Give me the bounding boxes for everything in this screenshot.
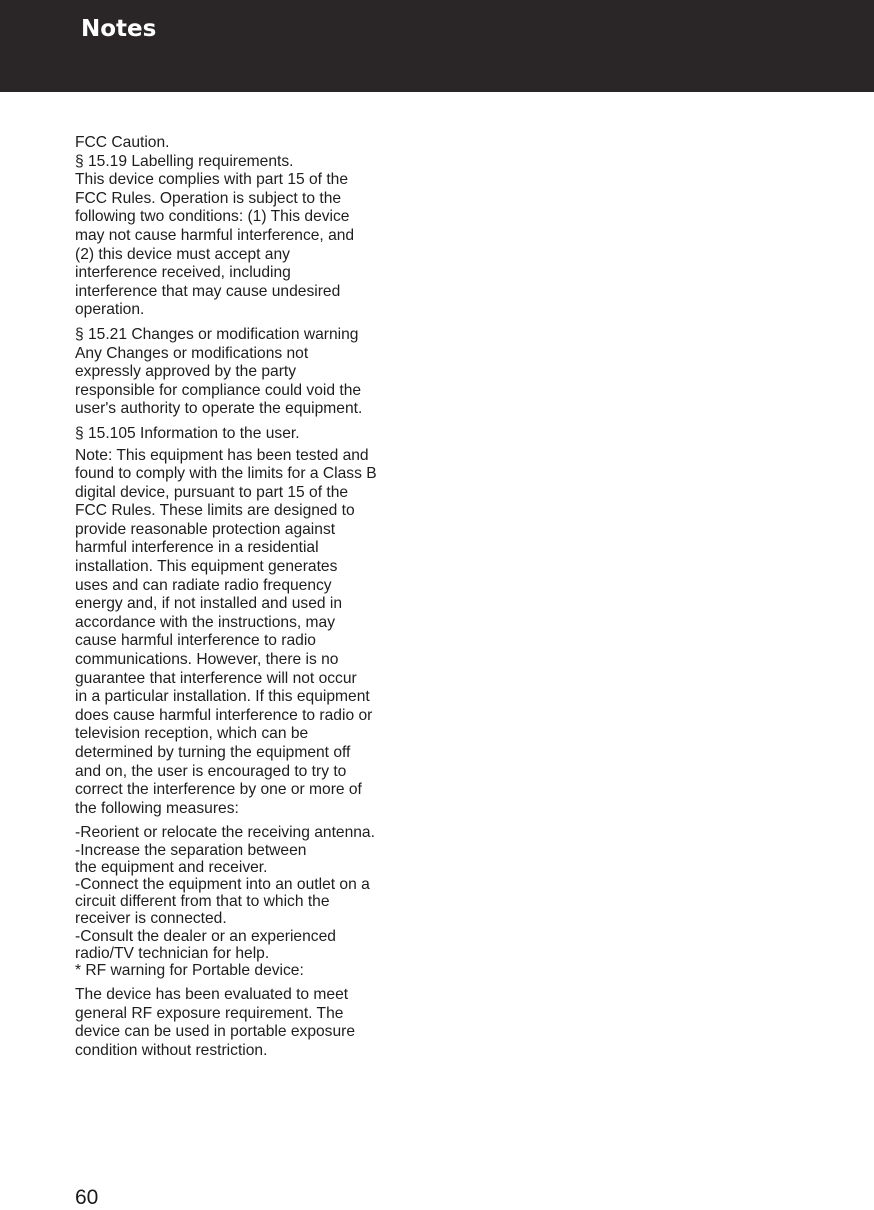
text-line: cause harmful interference to radio [75,632,316,650]
text-line: device can be used in portable exposure [75,1023,356,1041]
list-item: -Connect the equipment into an outlet on a [75,875,370,893]
text-line: television reception, which can be [75,725,309,743]
text-line: harmful interference in a residential [75,539,319,557]
info-heading: § 15.105 Information to the user. [75,424,300,442]
text-line: installation. This equipment generates [75,558,338,576]
text-line: This device complies with part 15 of the [75,171,349,189]
text-line: Any Changes or modifications not [75,344,309,362]
text-line: may not cause harmful interference, and [75,226,355,244]
text-line: found to comply with the limits for a Class B [75,465,377,483]
text-line: communications. However, there is no [75,651,339,669]
text-line: provide reasonable protection against [75,520,336,538]
document-body [75,134,415,1061]
text-line: responsible for compliance could void the [75,381,362,399]
header-bar [0,0,874,92]
list-item: receiver is connected. [75,910,227,928]
text-line: The device has been evaluated to meet [75,986,349,1004]
text-line: condition without restriction. [75,1041,268,1059]
text-line: Note: This equipment has been tested and [75,446,369,464]
measures-list [75,824,415,979]
page-number: 60 [75,1186,99,1209]
info-heading-paragraph [75,425,415,444]
text-line: does cause harmful interference to radio or [75,706,373,724]
text-line: § 15.21 Changes or modification warning [75,325,359,343]
text-line: § 15.19 Labelling requirements. [75,152,294,170]
list-item: radio/TV technician for help. [75,944,270,962]
changes-warning-paragraph [75,326,415,419]
list-item: circuit different from that to which the [75,893,330,911]
list-item: the equipment and receiver. [75,858,268,876]
text-line: expressly approved by the party [75,363,297,381]
text-line: and on, the user is encouraged to try to [75,762,347,780]
info-paragraph [75,447,415,819]
text-line: operation. [75,301,145,319]
list-item: -Consult the dealer or an experienced [75,927,336,945]
caution-title: FCC Caution. [75,134,170,151]
page-title: Notes [81,16,157,42]
text-line: interference that may cause undesired [75,282,341,300]
text-line: FCC Rules. These limits are designed to [75,502,355,520]
text-line: user's authority to operate the equipment. [75,400,363,418]
text-line: general RF exposure requirement. The [75,1004,344,1022]
list-item: -Increase the separation between [75,841,307,859]
list-item: * RF warning for Portable device: [75,962,304,979]
text-line: correct the interference by one or more of [75,781,362,799]
text-line: FCC Rules. Operation is subject to the [75,189,342,207]
text-line: interference received, including [75,264,291,282]
text-line: determined by turning the equipment off [75,744,351,761]
text-line: the following measures: [75,799,239,817]
list-item: -Reorient or relocate the receiving antenna. [75,824,375,842]
text-line: guarantee that interference will not occur [75,669,357,687]
rf-exposure-paragraph [75,986,415,1060]
text-line: in a particular installation. If this equipment [75,688,370,706]
text-line: energy and, if not installed and used in [75,595,343,613]
text-line: uses and can radiate radio frequency [75,576,332,594]
text-line: following two conditions: (1) This device [75,208,350,226]
text-line: digital device, pursuant to part 15 of the [75,483,349,501]
text-line: (2) this device must accept any [75,245,290,263]
text-line: accordance with the instructions, may [75,613,336,631]
fcc-caution-paragraph [75,134,415,320]
